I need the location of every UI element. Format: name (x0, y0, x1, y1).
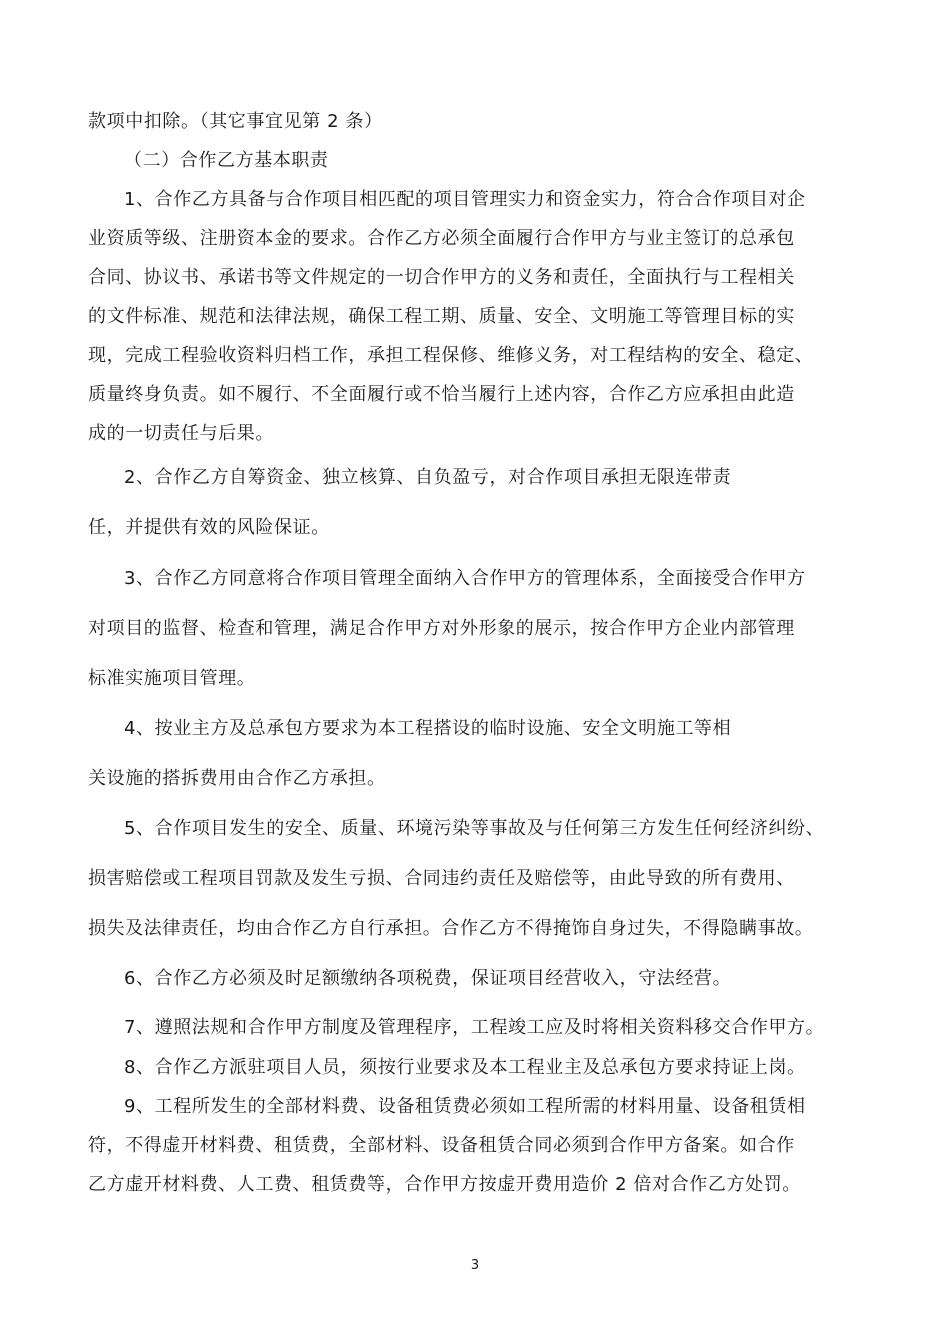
section-heading: （二）合作乙方基本职责 (124, 150, 329, 171)
text-line: 2、合作乙方自筹资金、独立核算、自负盈亏，对合作项目承担无限连带责 (124, 467, 732, 488)
text-line: 任，并提供有效的风险保证。 (88, 517, 330, 538)
text-line: 9、工程所发生的全部材料费、设备租赁费必须如工程所需的材料用量、设备租赁相 (124, 1096, 806, 1117)
text-line: 4、按业主方及总承包方要求为本工程搭设的临时设施、安全文明施工等相 (124, 718, 732, 739)
text-line: 5、合作项目发生的安全、质量、环境污染等事故及与任何第三方发生任何经济纠纷、 (124, 818, 825, 839)
text-line: 款项中扣除。（其它事宜见第 2 条） (88, 111, 383, 132)
text-line: 成的一切责任与后果。 (88, 423, 274, 444)
text-line: 损失及法律责任，均由合作乙方自行承担。合作乙方不得掩饰自身过失，不得隐瞒事故。 (88, 918, 814, 939)
text-line: 对项目的监督、检查和管理，满足合作甲方对外形象的展示，按合作甲方企业内部管理 (88, 618, 795, 639)
text-line: 3、合作乙方同意将合作项目管理全面纳入合作甲方的管理体系，全面接受合作甲方 (124, 568, 806, 589)
text-line: 损害赔偿或工程项目罚款及发生亏损、合同违约责任及赔偿等，由此导致的所有费用、 (88, 868, 795, 889)
text-line: 合同、协议书、承诺书等文件规定的一切合作甲方的义务和责任，全面执行与工程相关 (88, 267, 795, 288)
text-line: 业资质等级、注册资本金的要求。合作乙方必须全面履行合作甲方与业主签订的总承包 (88, 228, 795, 249)
page-number: 3 (470, 1258, 480, 1273)
text-line: 1、合作乙方具备与合作项目相匹配的项目管理实力和资金实力，符合合作项目对企 (124, 189, 806, 210)
text-line: 乙方虚开材料费、人工费、租赁费等，合作甲方按虚开费用造价 2 倍对合作乙方处罚。 (88, 1174, 801, 1195)
text-line: 的文件标准、规范和法律法规，确保工程工期、质量、安全、文明施工等管理目标的实 (88, 306, 795, 327)
text-line: 现，完成工程验收资料归档工作，承担工程保修、维修义务，对工程结构的安全、稳定、 (88, 345, 814, 366)
text-line: 7、遵照法规和合作甲方制度及管理程序，工程竣工应及时将相关资料移交合作甲方。 (124, 1017, 825, 1038)
text-line: 6、合作乙方必须及时足额缴纳各项税费，保证项目经营收入，守法经营。 (124, 968, 732, 989)
text-line: 符，不得虚开材料费、租赁费，全部材料、设备租赁合同必须到合作甲方备案。如合作 (88, 1135, 795, 1156)
text-line: 关设施的搭拆费用由合作乙方承担。 (88, 768, 386, 789)
text-line: 8、合作乙方派驻项目人员，须按行业要求及本工程业主及总承包方要求持证上岗。 (124, 1057, 806, 1078)
text-line: 质量终身负责。如不履行、不全面履行或不恰当履行上述内容，合作乙方应承担由此造 (88, 384, 795, 405)
text-line: 标准实施项目管理。 (88, 668, 256, 689)
